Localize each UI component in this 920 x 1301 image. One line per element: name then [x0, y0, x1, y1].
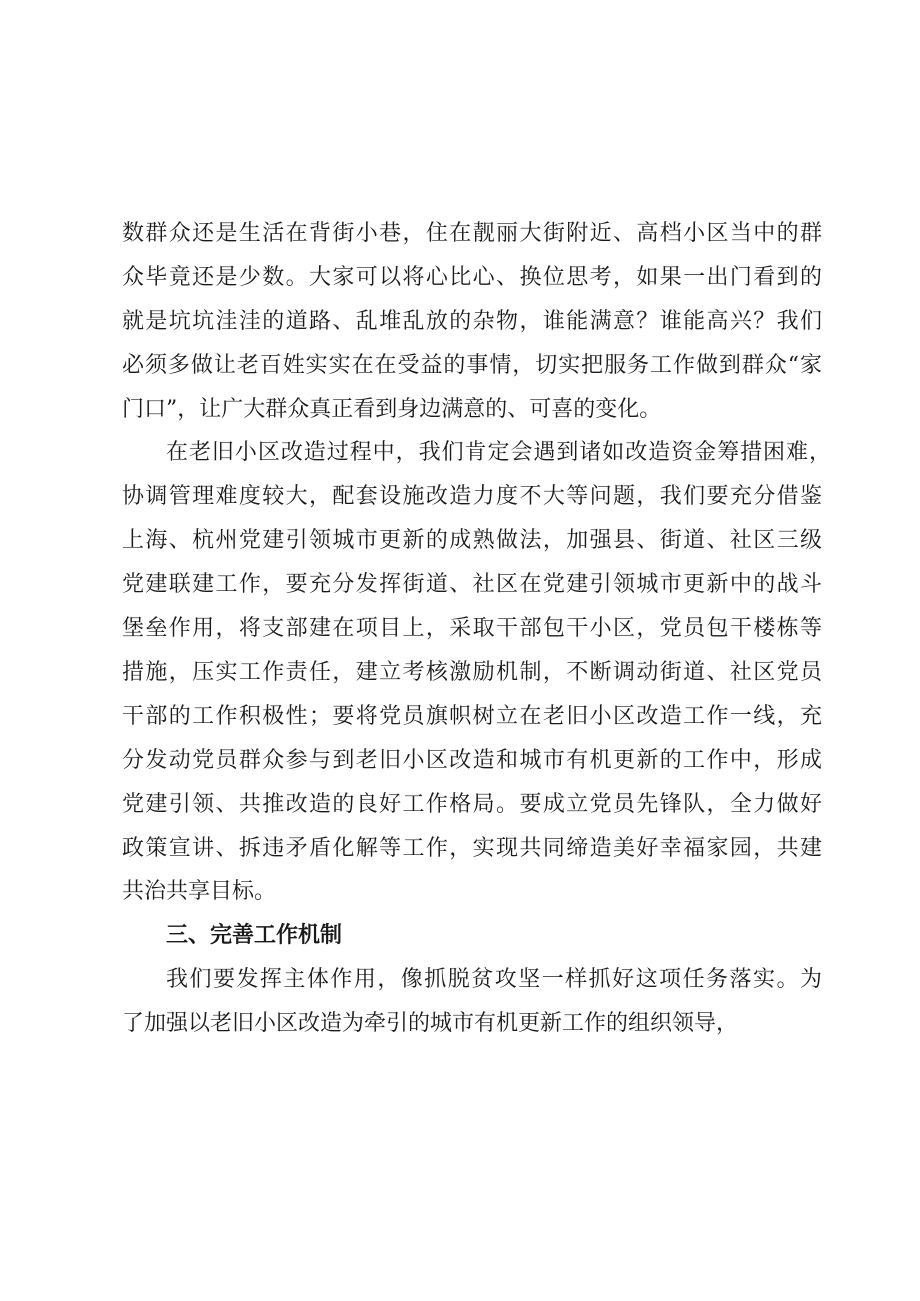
paragraph-2-line-3: 上海、杭州党建引领城市更新的成熟做法，加强县、街道、社区三级 [122, 528, 822, 553]
paragraph-1-line-4: 必须多做让老百姓实实在在受益的事情，切实把服务工作做到群众“家 [122, 353, 822, 378]
paragraph-2-line-7: 干部的工作积极性；要将党员旗帜树立在老旧小区改造工作一线，充 [122, 704, 822, 729]
paragraph-1-line-1: 数群众还是生活在背街小巷，住在靓丽大街附近、高档小区当中的群 [122, 221, 822, 246]
paragraph-2-line-9: 党建引领、共推改造的良好工作格局。要成立党员先锋队，全力做好 [122, 792, 822, 817]
paragraph-2-line-5: 堡垒作用，将支部建在项目上，采取干部包干小区，党员包干楼栋等 [122, 616, 822, 641]
paragraph-1-line-3: 就是坑坑洼洼的道路、乱堆乱放的杂物，谁能满意？谁能高兴？我们 [122, 309, 822, 334]
paragraph-1-line-5: 门口”，让广大群众真正看到身边满意的、可喜的变化。 [122, 397, 662, 422]
paragraph-2-line-4: 党建联建工作，要充分发挥街道、社区在党建引领城市更新中的战斗 [122, 572, 822, 597]
paragraph-2-line-2: 协调管理难度较大，配套设施改造力度不大等问题，我们要充分借鉴 [122, 484, 822, 509]
paragraph-1-line-2: 众毕竟还是少数。大家可以将心比心、换位思考，如果一出门看到的 [122, 265, 822, 290]
section-heading: 三、完善工作机制 [166, 923, 343, 948]
paragraph-3-line-2: 了加强以老旧小区改造为牵引的城市有机更新工作的组织领导， [122, 1011, 739, 1036]
paragraph-3-line-1: 我们要发挥主体作用，像抓脱贫攻坚一样抓好这项任务落实。为 [166, 967, 822, 992]
paragraph-2-line-8: 分发动党员群众参与到老旧小区改造和城市有机更新的工作中，形成 [122, 748, 822, 773]
paragraph-2-line-11: 共治共享目标。 [122, 879, 277, 904]
paragraph-2-line-1: 在老旧小区改造过程中，我们肯定会遇到诸如改造资金筹措困难， [166, 440, 831, 465]
paragraph-2-line-6: 措施，压实工作责任，建立考核激励机制，不断调动街道、社区党员 [122, 660, 822, 685]
paragraph-2-line-10: 政策宣讲、拆违矛盾化解等工作，实现共同缔造美好幸福家园，共建 [122, 836, 822, 861]
